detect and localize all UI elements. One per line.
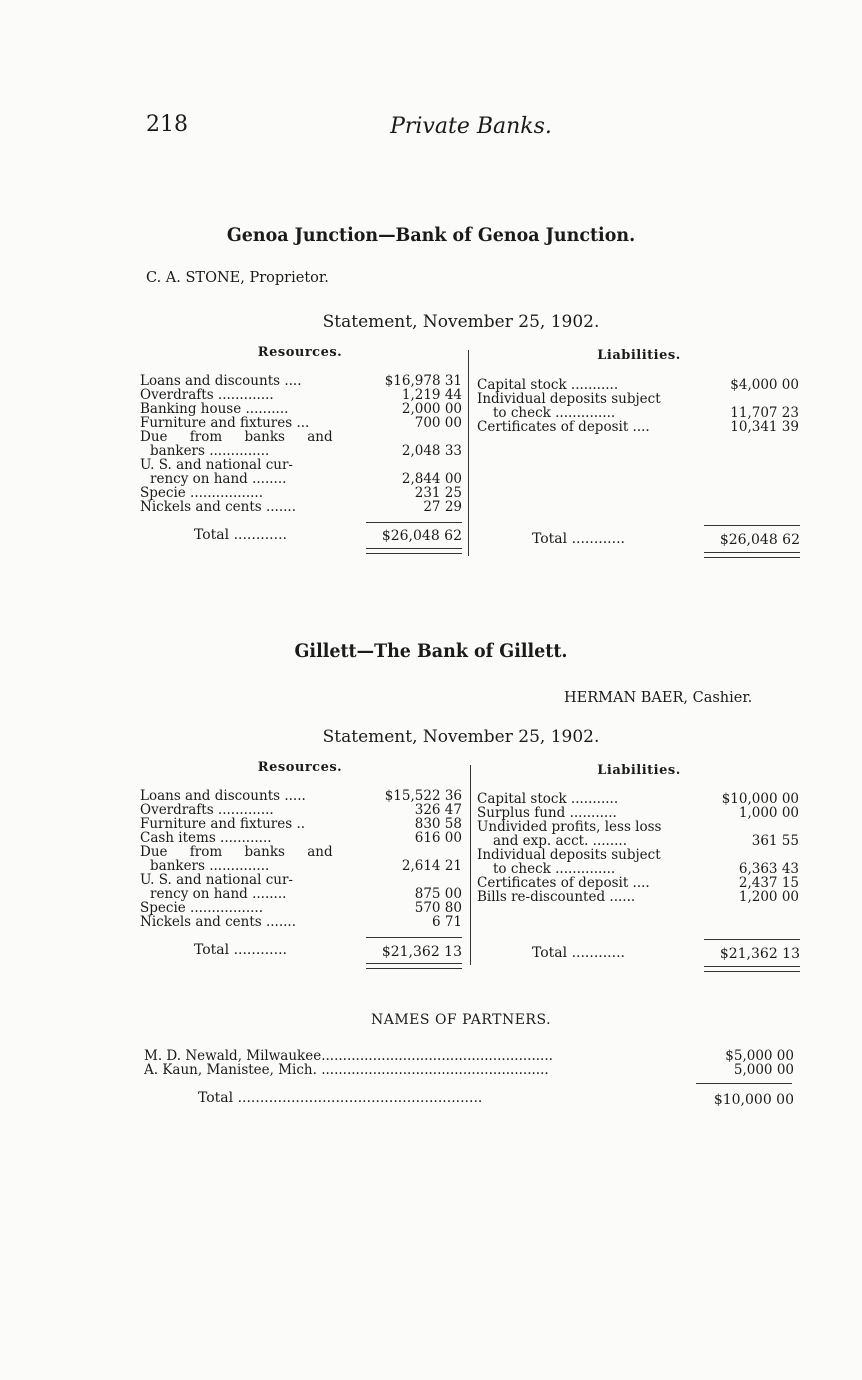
resources-heading: Resources. xyxy=(257,345,343,360)
row-amount: 1,200 00 xyxy=(738,889,799,905)
table-row xyxy=(140,803,462,817)
table-row xyxy=(140,845,462,859)
row-label: and exp. acct. ........ xyxy=(493,834,628,848)
table-row xyxy=(477,848,799,862)
table-row xyxy=(477,378,799,392)
table-row xyxy=(140,859,462,873)
table-row xyxy=(477,862,799,876)
row-label: Bills re-discounted ...... xyxy=(477,890,636,904)
row-amount: 11,707 23 xyxy=(730,405,799,421)
row-label: Furniture and fixtures ... xyxy=(140,416,310,430)
table-row xyxy=(140,486,462,500)
row-label: A. Kaun, Manistee, Mich. ..................................................... xyxy=(144,1063,549,1077)
table-row xyxy=(477,406,799,420)
running-head: Private Banks. xyxy=(390,114,552,139)
row-amount: 2,048 33 xyxy=(401,443,462,459)
row-amount: 875 00 xyxy=(414,886,462,902)
liabilities-table xyxy=(477,792,799,904)
row-amount: 326 47 xyxy=(414,802,462,818)
double-rule xyxy=(366,548,462,554)
row-amount: 5,000 00 xyxy=(733,1062,794,1078)
row-amount: 700 00 xyxy=(414,415,462,431)
row-label: Due from banks and xyxy=(140,430,333,444)
row-label: bankers .............. xyxy=(150,444,270,458)
table-row xyxy=(140,831,462,845)
row-label: U. S. and national cur- xyxy=(140,873,293,887)
row-label: Individual deposits subject xyxy=(477,392,661,406)
bank-title: Gillett—The Bank of Gillett. xyxy=(294,640,568,662)
resources-total: $21,362 13 xyxy=(381,944,462,960)
table-row xyxy=(140,430,462,444)
bank-title: Genoa Junction—Bank of Genoa Junction. xyxy=(226,224,636,246)
row-label: Overdrafts ............. xyxy=(140,803,274,817)
row-amount: 231 25 xyxy=(414,485,462,501)
liabilities-total-label: Total ............ xyxy=(532,945,625,961)
table-row xyxy=(477,834,799,848)
table-row xyxy=(140,873,462,887)
row-amount: 27 29 xyxy=(423,499,462,515)
liabilities-total: $21,362 13 xyxy=(719,946,800,962)
partners-heading: NAMES OF PARTNERS. xyxy=(370,1012,552,1028)
row-amount: 2,844 00 xyxy=(401,471,462,487)
row-amount: 6,363 43 xyxy=(738,861,799,877)
resources-heading: Resources. xyxy=(257,760,343,775)
row-label: Cash items ............ xyxy=(140,831,272,845)
table-row xyxy=(477,420,799,434)
resources-total: $26,048 62 xyxy=(381,528,462,544)
liabilities-total: $26,048 62 xyxy=(719,532,800,548)
row-amount: 1,000 00 xyxy=(738,805,799,821)
row-amount: 6 71 xyxy=(431,914,462,930)
table-row xyxy=(144,1063,794,1077)
resources-total-label: Total ............ xyxy=(194,942,287,958)
row-label: M. D. Newald, Milwaukee...................................................... xyxy=(144,1049,553,1063)
row-label: bankers .............. xyxy=(150,859,270,873)
column-divider xyxy=(468,350,469,556)
sum-rule xyxy=(704,939,800,940)
statement-date: Statement, November 25, 1902. xyxy=(322,312,600,332)
row-label: Surplus fund ........... xyxy=(477,806,617,820)
row-label: Loans and discounts ..... xyxy=(140,789,306,803)
row-label: Certificates of deposit .... xyxy=(477,420,650,434)
row-amount: $16,978 31 xyxy=(384,373,462,389)
row-amount: 2,437 15 xyxy=(738,875,799,891)
row-amount: 10,341 39 xyxy=(730,419,799,435)
partners-table xyxy=(144,1049,794,1077)
row-label: Nickels and cents ....... xyxy=(140,915,297,929)
row-amount: $5,000 00 xyxy=(725,1048,794,1064)
row-amount: 1,219 44 xyxy=(401,387,462,403)
bank-officer: HERMAN BAER, Cashier. xyxy=(564,690,753,706)
row-amount: 2,614 21 xyxy=(401,858,462,874)
table-row xyxy=(477,792,799,806)
resources-table xyxy=(140,789,462,929)
table-row xyxy=(140,789,462,803)
row-label: Certificates of deposit .... xyxy=(477,876,650,890)
double-rule xyxy=(704,552,800,558)
row-label: Overdrafts ............. xyxy=(140,388,274,402)
partners-total-label: Total ....................................................... xyxy=(198,1090,483,1106)
table-row xyxy=(140,915,462,929)
row-label: U. S. and national cur- xyxy=(140,458,293,472)
table-row xyxy=(477,890,799,904)
sum-rule xyxy=(696,1083,792,1084)
row-amount: 2,000 00 xyxy=(401,401,462,417)
row-label: Specie ................. xyxy=(140,901,263,915)
row-label: to check .............. xyxy=(493,862,616,876)
row-amount: $4,000 00 xyxy=(730,377,799,393)
sum-rule xyxy=(366,522,462,523)
row-label: rency on hand ........ xyxy=(150,472,287,486)
table-row xyxy=(140,444,462,458)
table-row xyxy=(477,806,799,820)
row-label: Individual deposits subject xyxy=(477,848,661,862)
table-row xyxy=(140,472,462,486)
row-label: rency on hand ........ xyxy=(150,887,287,901)
sum-rule xyxy=(366,937,462,938)
resources-table xyxy=(140,374,462,514)
table-row xyxy=(140,416,462,430)
table-row xyxy=(140,817,462,831)
row-label: Nickels and cents ....... xyxy=(140,500,297,514)
row-label: Banking house .......... xyxy=(140,402,289,416)
table-row xyxy=(140,374,462,388)
table-row xyxy=(144,1049,794,1063)
row-label: Capital stock ........... xyxy=(477,378,619,392)
page-number: 218 xyxy=(146,112,188,137)
table-row xyxy=(140,901,462,915)
double-rule xyxy=(366,963,462,969)
row-amount: 570 80 xyxy=(414,900,462,916)
row-label: Due from banks and xyxy=(140,845,333,859)
row-amount: $10,000 00 xyxy=(721,791,799,807)
table-row xyxy=(140,458,462,472)
row-label: to check .............. xyxy=(493,406,616,420)
double-rule xyxy=(704,966,800,972)
row-amount: 361 55 xyxy=(751,833,799,849)
sum-rule xyxy=(704,525,800,526)
statement-date: Statement, November 25, 1902. xyxy=(322,727,600,747)
table-row xyxy=(140,500,462,514)
table-row xyxy=(140,388,462,402)
column-divider xyxy=(470,765,471,965)
table-row xyxy=(477,876,799,890)
row-amount: $15,522 36 xyxy=(384,788,462,804)
row-amount: 616 00 xyxy=(414,830,462,846)
liabilities-total-label: Total ............ xyxy=(532,531,625,547)
liabilities-heading: Liabilities. xyxy=(597,763,681,778)
table-row xyxy=(140,887,462,901)
row-amount: 830 58 xyxy=(414,816,462,832)
table-row xyxy=(477,820,799,834)
resources-total-label: Total ............ xyxy=(194,527,287,543)
row-label: Specie ................. xyxy=(140,486,263,500)
table-row xyxy=(477,392,799,406)
liabilities-heading: Liabilities. xyxy=(597,348,681,363)
row-label: Undivided profits, less loss xyxy=(477,820,662,834)
row-label: Loans and discounts .... xyxy=(140,374,302,388)
table-row xyxy=(140,402,462,416)
row-label: Capital stock ........... xyxy=(477,792,619,806)
liabilities-table xyxy=(477,378,799,434)
bank-officer: C. A. STONE, Proprietor. xyxy=(146,270,329,286)
row-label: Furniture and fixtures .. xyxy=(140,817,306,831)
partners-total: $10,000 00 xyxy=(713,1092,794,1108)
